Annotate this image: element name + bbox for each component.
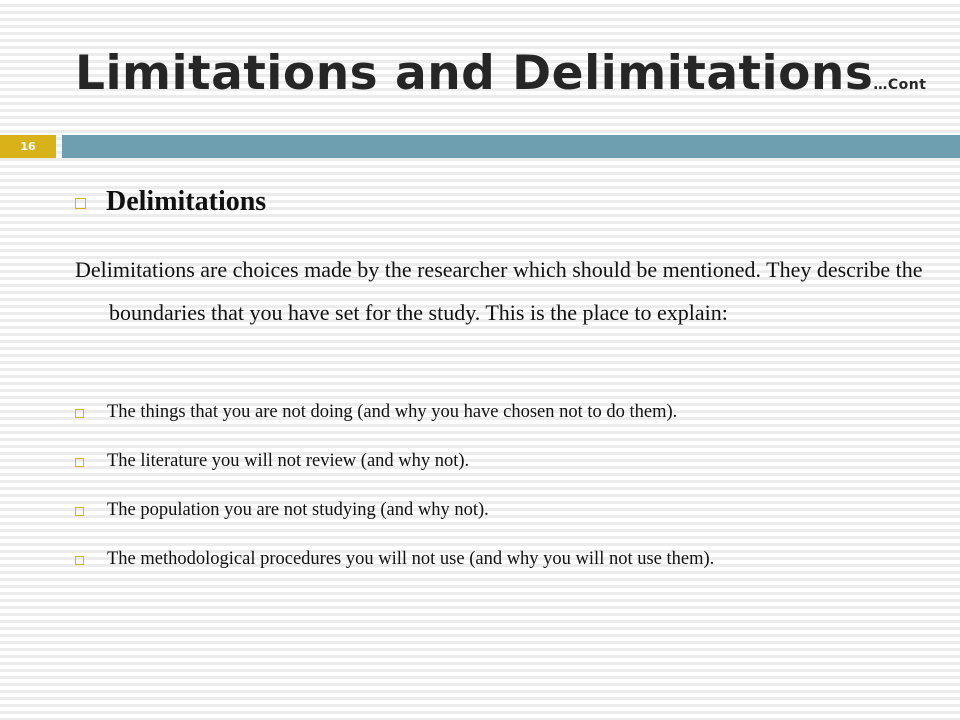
section-heading-text: Delimitations [106, 186, 267, 217]
slide-title [75, 48, 926, 100]
list-item [75, 388, 714, 437]
list-item [75, 437, 714, 486]
hollow-square-bullet-icon [75, 507, 84, 516]
hollow-square-bullet-icon [75, 198, 86, 209]
hollow-square-bullet-icon [75, 409, 84, 418]
intro-paragraph: Delimitations are choices made by the researcher which should be mentioned. They describe the boundaries that you have set for the study. This is the place to explain: [75, 257, 923, 325]
list-item-text: The methodological procedures you will not use (and why you will not use them). [107, 549, 715, 569]
list-item-text: The things that you are not doing (and why you have chosen not to do them). [107, 402, 678, 422]
header-divider-bar [62, 135, 960, 158]
section-heading [75, 186, 266, 218]
hollow-square-bullet-icon [75, 458, 84, 467]
list-item [75, 486, 714, 535]
list-item [75, 535, 714, 584]
delimitations-list [75, 388, 714, 584]
list-item-text: The population you are not studying (and why not). [107, 500, 489, 520]
slide-number-badge: 16 [0, 135, 56, 158]
slide-title-text: Limitations and Delimitations [75, 46, 874, 101]
list-item-text: The literature you will not review (and why not). [107, 451, 470, 471]
slide-title-suffix: …Cont [873, 77, 927, 93]
hollow-square-bullet-icon [75, 556, 84, 565]
